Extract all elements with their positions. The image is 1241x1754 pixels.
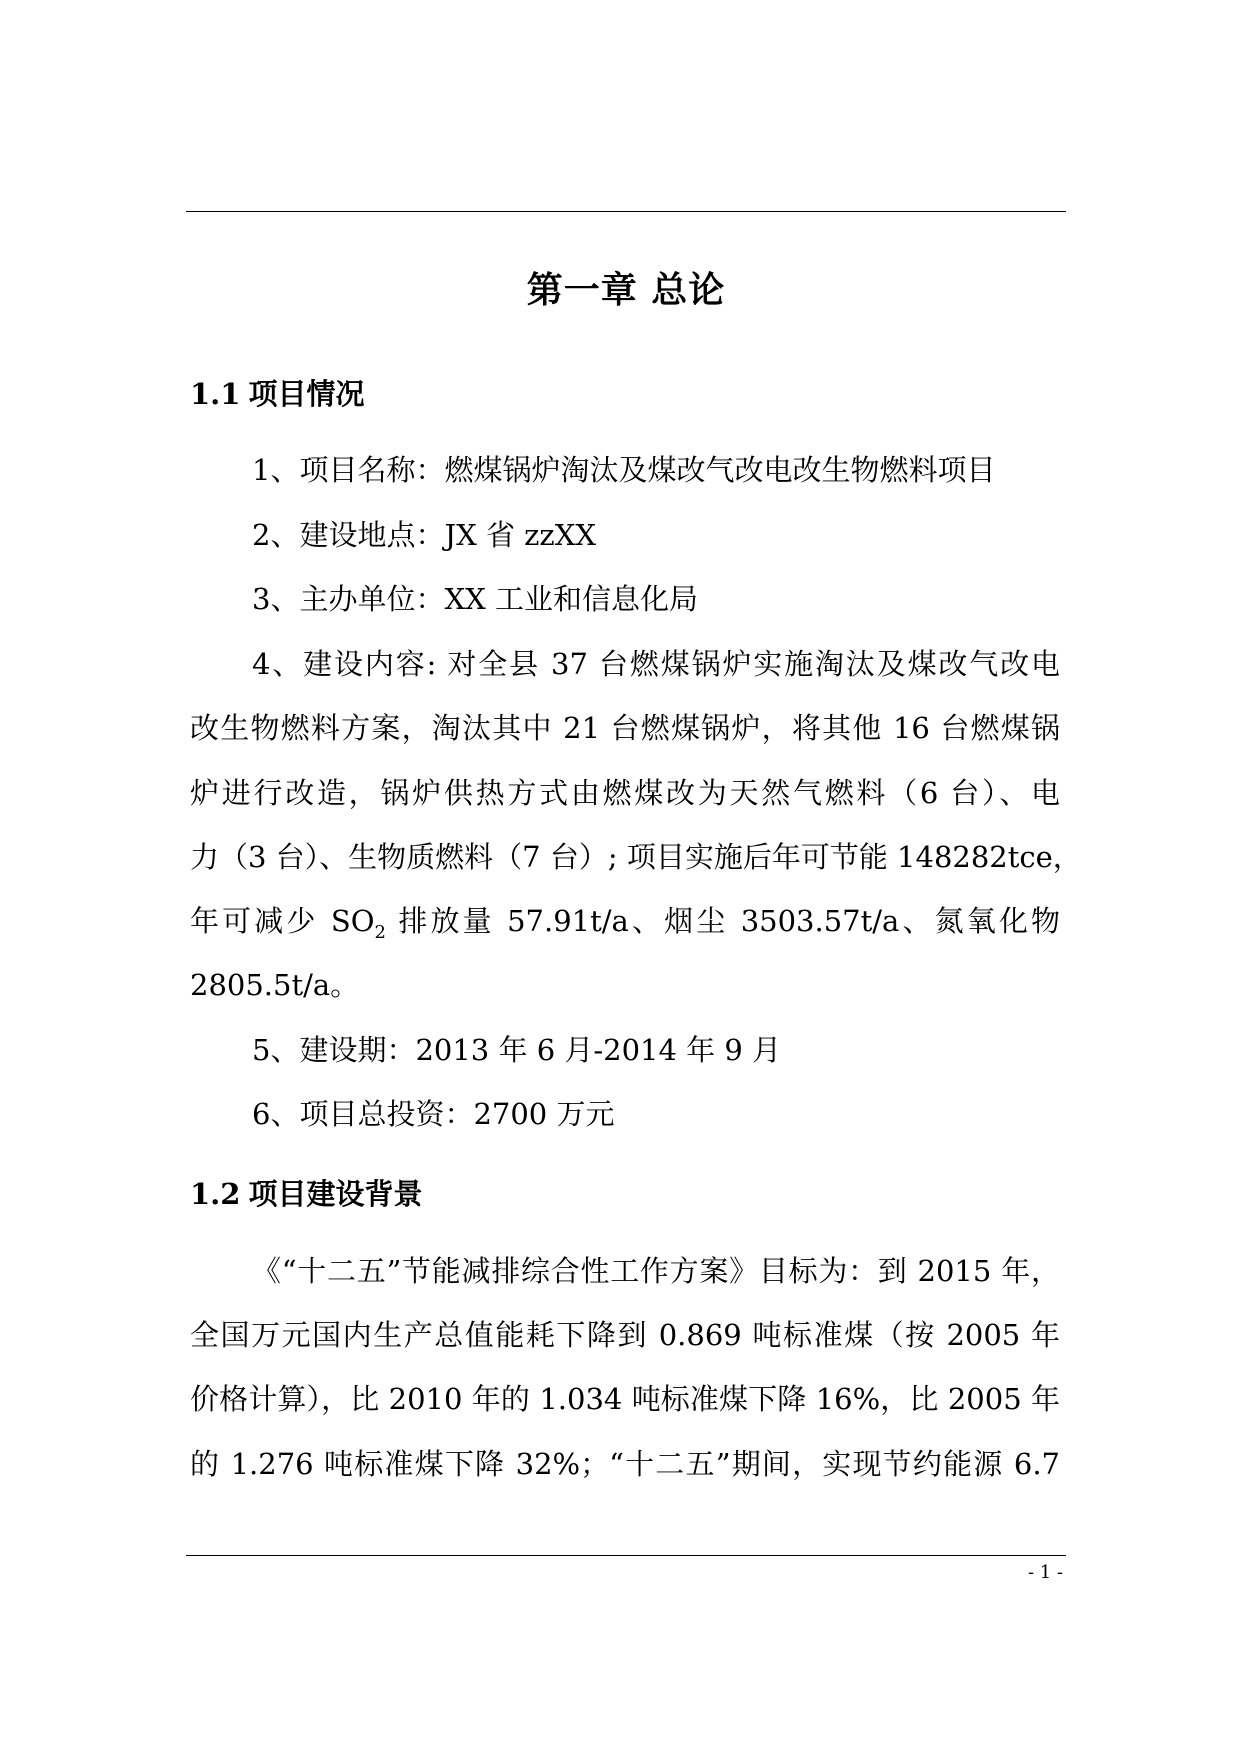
item-organizer: 3、主办单位：XX 工业和信息化局 (252, 582, 698, 616)
so2-prefix: 年可减少 SO (190, 904, 375, 938)
section-2-title: 项目建设背景 (248, 1177, 423, 1211)
item-content-line-4: 力（3 台）、生物质燃料（7 台）; 项目实施后年可节能 148282tce， (190, 840, 1082, 874)
page-number: - 1 - (1027, 1562, 1063, 1583)
section-2-number: 1.2 (190, 1177, 241, 1211)
header-rule (186, 211, 1066, 212)
background-line-1: 《“十二五”节能减排综合性工作方案》目标为：到 2015 年， (252, 1254, 1060, 1288)
item-project-name: 1、项目名称：燃煤锅炉淘汰及煤改气改电改生物燃料项目 (252, 453, 996, 487)
item-content-line-2: 改生物燃料方案，淘汰其中 21 台燃煤锅炉，将其他 16 台燃煤锅 (190, 711, 1060, 745)
chapter-title: 第一章 总论 (526, 269, 726, 311)
section-1-title: 项目情况 (248, 377, 365, 411)
section-2-heading (190, 1172, 422, 1213)
item-location: 2、建设地点：JX 省 zzXX (252, 518, 597, 552)
so2-suffix: 排放量 57.91t/a、烟尘 3503.57t/a、氮氧化物 (385, 904, 1060, 938)
item-content-line-6: 2805.5t/a。 (190, 968, 360, 1002)
item-total-investment: 6、项目总投资：2700 万元 (252, 1097, 615, 1131)
section-1-heading (190, 372, 364, 413)
footer-rule (186, 1555, 1066, 1556)
background-line-4: 的 1.276 吨标准煤下降 32%；“十二五”期间，实现节约能源 6.7 (190, 1447, 1060, 1481)
item-construction-period: 5、建设期：2013 年 6 月-2014 年 9 月 (252, 1033, 782, 1067)
so2-subscript: 2 (374, 921, 386, 943)
background-line-2: 全国万元国内生产总值能耗下降到 0.869 吨标准煤（按 2005 年 (190, 1318, 1060, 1352)
item-content-line-1: 4、建设内容: 对全县 37 台燃煤锅炉实施淘汰及煤改气改电 (252, 647, 1060, 681)
background-line-3: 价格计算），比 2010 年的 1.034 吨标准煤下降 16%，比 2005 年 (190, 1382, 1060, 1416)
item-content-line-3: 炉进行改造，锅炉供热方式由燃煤改为天然气燃料（6 台）、电 (190, 776, 1060, 810)
item-content-line-5 (190, 902, 1060, 952)
section-1-number: 1.1 (190, 377, 241, 411)
